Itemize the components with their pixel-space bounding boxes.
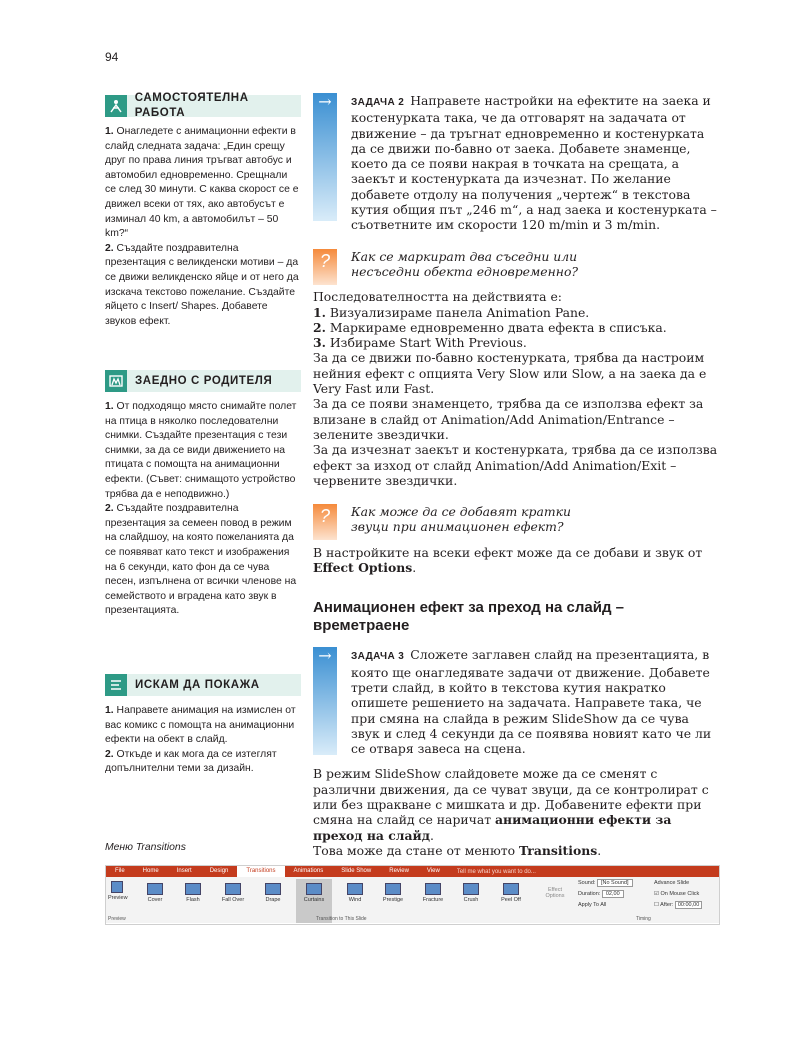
transition-fracture[interactable]: Fracture xyxy=(418,883,448,903)
question-2: ? Как може да се добавят кратки звуци при анимационен ефект? xyxy=(313,504,718,535)
tab-view[interactable]: View xyxy=(426,868,440,874)
duration-row[interactable]: Duration: 02,00 xyxy=(578,891,624,897)
sidebar-title: САМОСТОЯТЕЛНА РАБОТА xyxy=(134,92,249,119)
sidebar-independent-work xyxy=(105,92,301,329)
arrow-right-icon: → xyxy=(313,647,337,755)
wind-icon xyxy=(347,883,363,895)
transitions-ribbon xyxy=(105,865,720,925)
prestige-icon xyxy=(385,883,401,895)
drape-icon xyxy=(265,883,281,895)
task-2: → ЗАДАЧА 2 Направете настройки на ефектите на заека и костенурката така, че да отговарят на задачата от движение – да тръгнат едновременно и костенурката да се движи по-бавно от заека. Добавете знаменце, което да се появи накрая в точката на срещата, а заекът и костенурката да изчезнат. По желание добавете отдолу на получения „чертеж“ в текстова кутия общия път „246 m“, а над заека и костенурката – съответните им скорости 120 m/min и 3 m/min. xyxy=(313,93,718,233)
peel-off-icon xyxy=(503,883,519,895)
sidebar-item: 2. Създайте поздравителна презентация с великденски мотиви – да се движи великденско яйце и от него да изскача текстово пожелание. Създайте яйцето с Insert/ Shapes. Добавете звуков ефект. xyxy=(105,242,299,327)
sidebar-header xyxy=(105,674,301,696)
effect-options-button[interactable]: Effect Options xyxy=(545,887,565,899)
figure-caption: Меню Transitions xyxy=(105,842,186,853)
step: 1. Визуализираме панела Animation Pane. xyxy=(313,304,590,320)
tab-transitions[interactable]: Transitions xyxy=(237,866,284,877)
after-checkbox[interactable]: ☐ After: 00:00,00 xyxy=(654,902,702,908)
question-icon: ? xyxy=(313,249,337,285)
paragraph: В режим SlideShow слайдовете може да се сменят с различни движения, да се чуват звуци, да се контролират с или без щракване с мишката и др. Добавените ефекти при смяна на слайд се наричат анимационни ефекти за преход на слайд. xyxy=(313,766,709,843)
page-number: 94 xyxy=(105,50,119,64)
group-transition-label: Transition to This Slide xyxy=(316,916,367,922)
sidebar-title: ЗАЕДНО С РОДИТЕЛЯ xyxy=(135,374,273,387)
section-heading: Анимационен ефект за преход на слайд – времетраене xyxy=(313,599,625,635)
tell-me-input[interactable]: Tell me what you want to do... xyxy=(456,868,536,875)
sidebar-item: 2. Откъде и как мога да се изтеглят допълнителни теми за дизайн. xyxy=(105,748,277,775)
transition-peel-off[interactable]: Peel Off xyxy=(496,883,526,903)
transition-crush[interactable]: Crush xyxy=(458,883,484,903)
step: 3. Избираме Start With Previous. xyxy=(313,335,527,351)
advance-slide-label: Advance Slide xyxy=(654,880,690,886)
sidebar-item: 2. Създайте поздравителна презентация за семеен повод в режим на слайдшоу, на която пожеланията да се появяват като текст и изображения на 6 секунди, като фон да се чува песен, изпълнена от всички членове на семейството и вграденa като звук в презентацията. xyxy=(105,503,297,617)
presentation-icon xyxy=(105,674,127,696)
main-column xyxy=(313,93,718,858)
sidebar-item: 1. От подходящо място снимайте полет на птица в няколко последователни снимки. Създайте презентация с тези снимки, за да се види движението на птицата с помощта на анимационни ефекти. (Съвет: снимащото устройство трябва да е неподвижно.) xyxy=(105,401,297,500)
sidebar-item: 1. Направете анимация на измислен от вас комикс с помощта на анимационни ефекти на обект в слайд. xyxy=(105,705,296,746)
group-preview-label: Preview xyxy=(108,916,126,922)
cover-icon xyxy=(147,883,163,895)
transition-fall-over[interactable]: Fall Over xyxy=(218,883,248,903)
tab-file[interactable]: File xyxy=(115,868,125,874)
tab-review[interactable]: Review xyxy=(389,868,409,874)
preview-icon xyxy=(111,881,123,893)
sound-row[interactable]: Sound: [No Sound] xyxy=(578,880,633,886)
sequence-intro: Последователността на действията е: xyxy=(313,289,562,305)
tab-slide-show[interactable]: Slide Show xyxy=(341,868,372,874)
person-icon xyxy=(105,95,127,117)
sidebar-item: 1. Онагледете с анимационни ефекти в слайд следната задача: „Един срещу друг по права линия тръгват автобус и автомобил едновременно. Срещнали се след 30 минути. С каква скорост се е движел всеки от тях, ако автобусът е изминал 40 km, а автомобилът – 50 km?“ xyxy=(105,126,299,240)
ribbon-tabs xyxy=(106,866,719,877)
paragraph: За да изчезнат заекът и костенурката, трябва да се използва ефект за изход от слайд Animation/Add Animation/Exit – червените звездички. xyxy=(313,442,718,488)
paragraph: За да се появи знаменцето, трябва да се използва ефект за влизане в слайд от Animation/Add Animation/Entrance – зелените звездички. xyxy=(313,396,704,442)
ribbon-body xyxy=(106,877,719,923)
tab-insert[interactable]: Insert xyxy=(176,868,192,874)
preview-button[interactable]: Preview xyxy=(108,881,126,901)
sidebar-header xyxy=(105,370,301,392)
task-3: → ЗАДАЧА 3 Сложете заглавен слайд на презентацията, в която ще онагледявате задачи от движение. Добавете трети слайд, в който в текстова кутия накратко опишете решението на задачата. Направете така, че при смяна на слайда в режим SlideShow да се чува звук и след 4 секунди да се появява новият като че ли се отваря завеса на сцена. xyxy=(313,647,718,756)
fall-over-icon xyxy=(225,883,241,895)
question-1: ? Как се маркират два съседни или несъседни обекта едновременно? xyxy=(313,249,718,280)
sidebar-want-to-show xyxy=(105,674,301,777)
tab-animations[interactable]: Animations xyxy=(293,868,324,874)
paragraph: В настройките на всеки ефект може да се добави и звук от Effect Options. xyxy=(313,544,703,576)
flash-icon xyxy=(185,883,201,895)
transition-wind[interactable]: Wind xyxy=(342,883,368,903)
sidebar-with-parent xyxy=(105,370,301,619)
paragraph: Това може да стане от менюто Transitions. xyxy=(313,842,602,858)
on-mouse-click-checkbox[interactable]: ☑ On Mouse Click xyxy=(654,891,700,897)
transition-cover[interactable]: Cover xyxy=(142,883,168,903)
sidebar-header xyxy=(105,92,301,119)
step: 2. Маркираме едновременно двата ефекта в списъка. xyxy=(313,319,667,335)
transition-curtains[interactable]: Curtains xyxy=(296,879,332,923)
question-icon: ? xyxy=(313,504,337,540)
fracture-icon xyxy=(425,883,441,895)
tab-design[interactable]: Design xyxy=(209,868,229,874)
group-timing-label: Timing xyxy=(636,916,651,922)
apply-to-all-button[interactable]: Apply To All xyxy=(578,902,607,908)
transition-flash[interactable]: Flash xyxy=(180,883,206,903)
tab-home[interactable]: Home xyxy=(142,868,159,874)
family-icon xyxy=(105,370,127,392)
transition-drape[interactable]: Drape xyxy=(260,883,286,903)
sidebar-title: ИСКАМ ДА ПОКАЖА xyxy=(135,678,260,691)
transition-prestige[interactable]: Prestige xyxy=(380,883,406,903)
paragraph: За да се движи по-бавно костенурката, трябва да настроим нейния ефект с опцията Very Slow или Slow, а на заека да е Very Fast или Fast. xyxy=(313,350,707,397)
arrow-right-icon: → xyxy=(313,93,337,221)
crush-icon xyxy=(463,883,479,895)
curtains-icon xyxy=(306,883,322,895)
